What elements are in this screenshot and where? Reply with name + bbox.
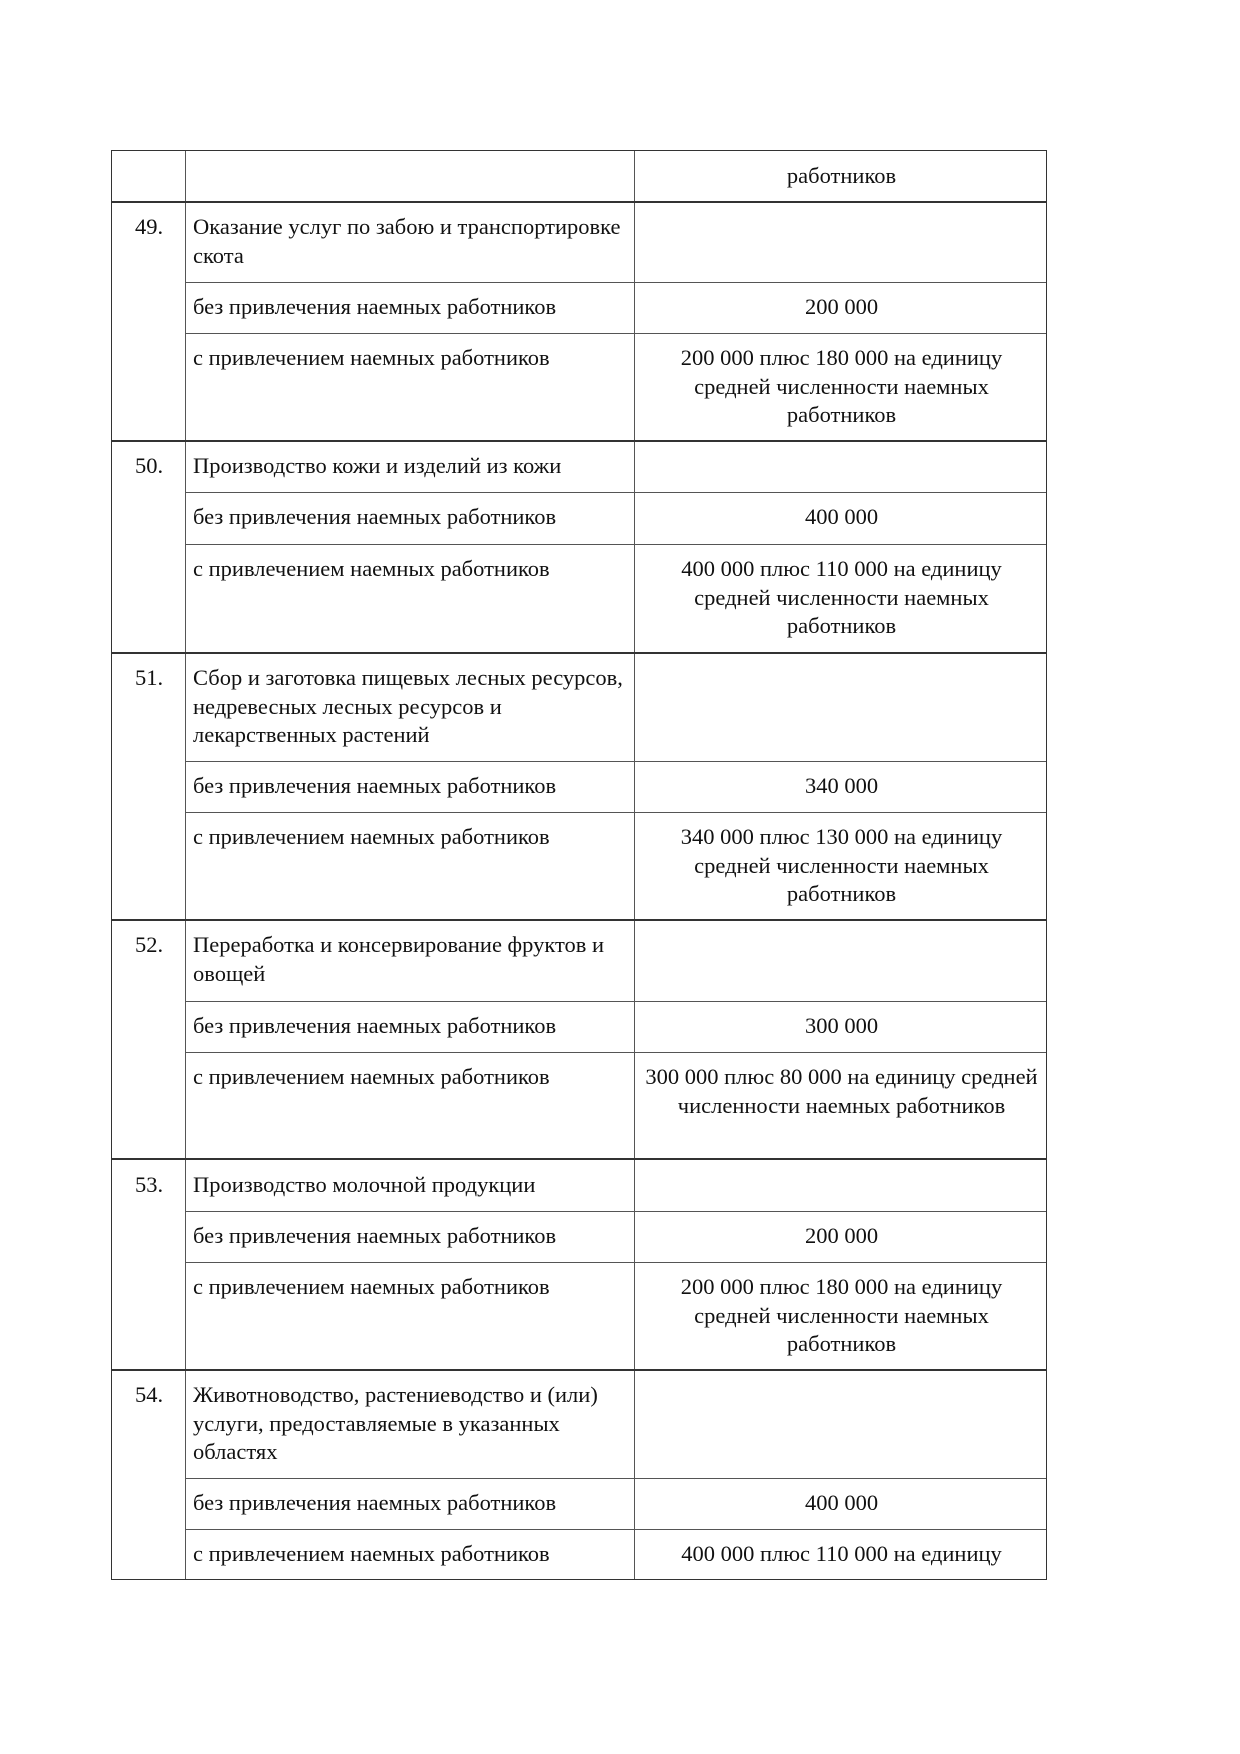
row-number [112, 151, 186, 202]
with-hired-label: с привлечением наемных работников [193, 1274, 550, 1299]
section-number: 51. [134, 665, 164, 690]
with-hired-value: 300 000 плюс 80 000 на единицу средней численности наемных работников [645, 1064, 1038, 1118]
with-hired-label: с привлечением наемных работников [193, 1541, 550, 1566]
section-number: 50. [134, 453, 164, 478]
section-title: Оказание услуг по забою и транспортировке скота [193, 214, 621, 268]
section-title: Сбор и заготовка пищевых лесных ресурсов, недревесных лесных ресурсов и лекарственных растений [193, 665, 623, 747]
with-hired-label: с привлечением наемных работников [193, 345, 550, 370]
section-number: 54. [134, 1382, 164, 1407]
without-hired-label: без привлечения наемных работников [193, 1013, 557, 1038]
row-value: работников [786, 163, 897, 188]
section-title: Животноводство, растениеводство и (или) услуги, предоставляемые в указанных областях [193, 1382, 598, 1464]
section-title: Производство кожи и изделий из кожи [193, 453, 562, 478]
without-hired-label: без привлечения наемных работников [193, 504, 557, 529]
with-hired-label: с привлечением наемных работников [193, 556, 550, 581]
with-hired-label: с привлечением наемных работников [193, 1064, 550, 1089]
section-title-value [635, 202, 1048, 282]
section-number: 53. [134, 1172, 164, 1197]
with-hired-value: 400 000 плюс 110 000 на единицу [681, 1541, 1002, 1566]
with-hired-value: 200 000 плюс 180 000 на единицу средней численности наемных работников [680, 1274, 1003, 1356]
with-hired-value: 400 000 плюс 110 000 на единицу средней численности наемных работников [681, 556, 1002, 638]
section-number: 52. [134, 932, 164, 957]
section-title: Производство молочной продукции [193, 1172, 536, 1197]
without-hired-value: 200 000 [804, 1223, 879, 1248]
without-hired-label: без привлечения наемных работников [193, 294, 557, 319]
without-hired-value: 400 000 [804, 504, 879, 529]
with-hired-value: 200 000 плюс 180 000 на единицу средней численности наемных работников [680, 345, 1003, 427]
without-hired-label: без привлечения наемных работников [193, 1223, 557, 1248]
without-hired-value: 200 000 [804, 294, 879, 319]
with-hired-label: с привлечением наемных работников [193, 824, 550, 849]
with-hired-value: 340 000 плюс 130 000 на единицу средней численности наемных работников [680, 824, 1003, 906]
section-title: Переработка и консервирование фруктов и овощей [193, 932, 605, 986]
without-hired-value: 300 000 [804, 1013, 879, 1038]
row-description [186, 151, 635, 202]
tax-rates-table [111, 150, 1047, 1580]
without-hired-value: 340 000 [804, 773, 879, 798]
without-hired-value: 400 000 [804, 1490, 879, 1515]
section-number: 49. [134, 214, 164, 239]
without-hired-label: без привлечения наемных работников [193, 1490, 557, 1515]
without-hired-label: без привлечения наемных работников [193, 773, 557, 798]
